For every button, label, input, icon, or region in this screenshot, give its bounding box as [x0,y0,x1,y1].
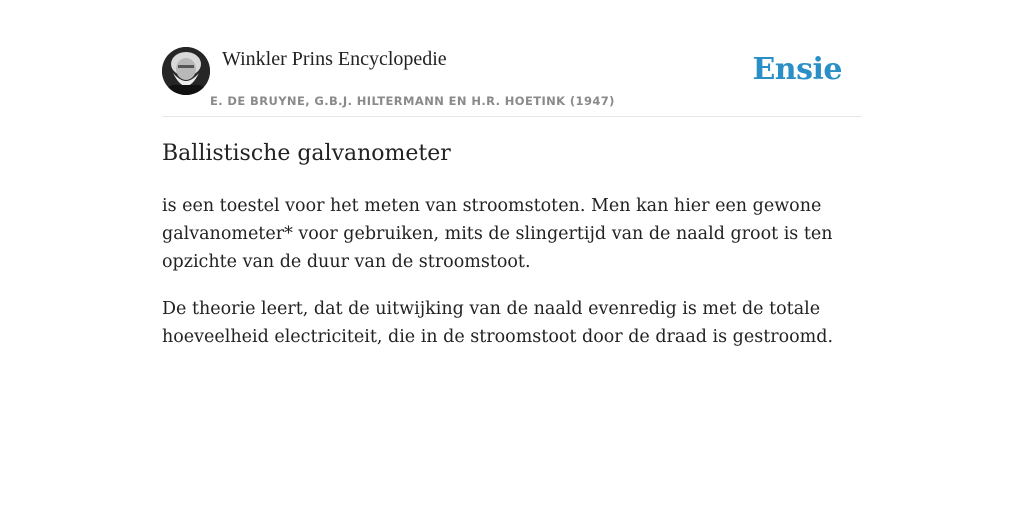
source-header [162,44,862,117]
source-title[interactable]: Winkler Prins Encyclopedie [222,48,447,70]
ensie-logo-link[interactable]: Ensie [752,52,842,87]
entry-body [162,192,842,370]
entry-title: Ballistische galvanometer [162,141,451,166]
source-authors: E. DE BRUYNE, G.B.J. HILTERMANN EN H.R. HOETINK (1947) [210,94,615,108]
author-portrait-icon[interactable] [162,47,210,95]
entry-paragraph: is een toestel voor het meten van stroomstoten. Men kan hier een gewone galvanometer* voor gebruiken, mits de slingertijd van de naald groot is ten opzichte van de duur van de stroomstoot. [162,196,833,272]
entry-paragraph: De theorie leert, dat de uitwijking van de naald evenredig is met de totale hoeveelheid electriciteit, die in de stroomstoot door de draad is gestroomd. [162,299,834,347]
